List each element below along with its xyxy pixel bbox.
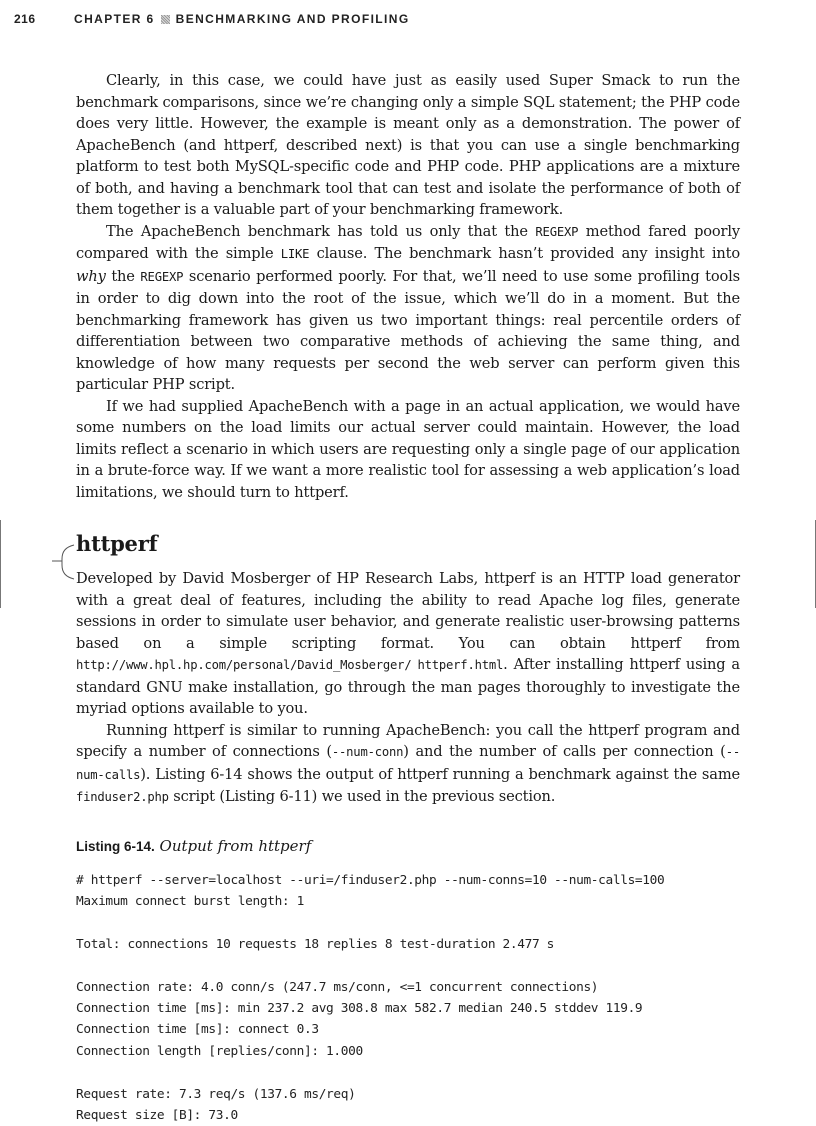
header-separator-icon <box>161 15 170 24</box>
chapter-title: BENCHMARKING AND PROFILING <box>176 12 410 26</box>
listing-line: Connection rate: 4.0 conn/s (247.7 ms/conn, <=1 concurrent connections) <box>76 980 598 995</box>
listing-line: Maximum connect burst length: 1 <box>76 894 304 909</box>
section-heading-httperf: httperf <box>76 530 740 558</box>
text-run: Developed by David Mosberger of HP Research Labs, httperf is an HTTP load generator with a great deal of features, including the ability to read Apache log files, generate sessions in order to simulate user behavior, and generate realistic user-browsing patterns based on a simple scripting format. You can obtain httperf from <box>76 570 740 652</box>
listing-line: # httperf --server=localhost --uri=/finduser2.php --num-conns=10 --num-calls=100 <box>76 873 664 888</box>
listing-line: Request size [B]: 73.0 <box>76 1108 238 1123</box>
listing-line: Total: connections 10 requests 18 replies 8 test-duration 2.477 s <box>76 937 554 952</box>
chapter-label: CHAPTER 6 <box>74 12 155 26</box>
text-run: The ApacheBench benchmark has told us only that the <box>106 223 535 240</box>
inline-code: REGEXP <box>535 225 578 239</box>
listing-title: Output from httperf <box>160 837 312 855</box>
paragraph-2 <box>76 221 740 396</box>
paragraph-4 <box>76 568 740 720</box>
text-run: ) and the number of calls per connection ( <box>403 743 725 760</box>
inline-code: --num-conn <box>332 745 403 759</box>
inline-code: REGEXP <box>140 270 183 284</box>
paragraph-1: Clearly, in this case, we could have just as easily used Super Smack to run the benchmark comparisons, since we’re changing only a simple SQL statement; the PHP code does very little. However, the example is meant only as a demonstration. The power of ApacheBench (and httperf, described next) is that you can use a single benchmarking platform to test both MySQL-specific code and PHP code. PHP applications are a mixture of both, and having a benchmark tool that can test and isolate the performance of both of them together is a valuable part of your benchmarking framework. <box>76 70 740 221</box>
paragraph-5 <box>76 720 740 809</box>
listing-label: Listing 6-14. <box>76 839 155 854</box>
page-number: 216 <box>14 12 74 26</box>
listing-caption <box>76 835 740 858</box>
paragraph-3: If we had supplied ApacheBench with a page in an actual application, we would have some numbers on the load limits our actual server could maintain. However, the load limits reflect a scenario in which users are requesting only a single page of our application in a brute-force way. If we want a more realistic tool for assessing a web application’s load limitations, we should turn to httperf. <box>76 396 740 504</box>
inline-code: LIKE <box>281 247 310 261</box>
inline-code: --num-calls <box>76 745 740 782</box>
inline-code: finduser2.php <box>76 790 169 804</box>
url-code: http://www.hpl.hp.com/personal/David_Mosberger/ <box>76 658 411 672</box>
code-listing <box>76 870 740 1126</box>
page-body <box>76 70 740 1126</box>
listing-line: Connection length [replies/conn]: 1.000 <box>76 1044 363 1059</box>
listing-line: Connection time [ms]: connect 0.3 <box>76 1022 319 1037</box>
running-header <box>14 12 796 26</box>
text-run: clause. The benchmark hasn’t provided any insight into <box>309 245 740 262</box>
text-run: script (Listing 6-11) we used in the previous section. <box>169 788 555 805</box>
text-run: scenario performed poorly. For that, we’ll need to use some profiling tools in order to dig down into the root of the issue, which we’ll do in a moment. But the benchmarking framework has given us two important things: real percentile orders of differentiation between two comparative methods of achieving the same thing, and knowledge of how many requests per second the web server can perform given this particular PHP script. <box>76 268 740 394</box>
revision-bracket-icon <box>50 543 78 581</box>
text-run: . After installing httperf using a standard GNU make installation, go through the man pages thoroughly to investigate the myriad options available to you. <box>76 656 740 717</box>
text-run: the <box>106 268 141 285</box>
listing-line: Request rate: 7.3 req/s (137.6 ms/req) <box>76 1087 355 1102</box>
listing-line: Connection time [ms]: min 237.2 avg 308.8 max 582.7 median 240.5 stddev 119.9 <box>76 1001 642 1016</box>
text-run: method fared poorly compared with the simple <box>76 223 740 263</box>
crop-mark-left <box>0 520 1 608</box>
url-code: httperf.html <box>417 658 503 672</box>
emphasis-why: why <box>76 268 106 285</box>
text-run: ). Listing 6-14 shows the output of httperf running a benchmark against the same <box>140 766 740 783</box>
text-run: Running httperf is similar to running ApacheBench: you call the httperf program and specify a number of connections ( <box>76 722 740 761</box>
